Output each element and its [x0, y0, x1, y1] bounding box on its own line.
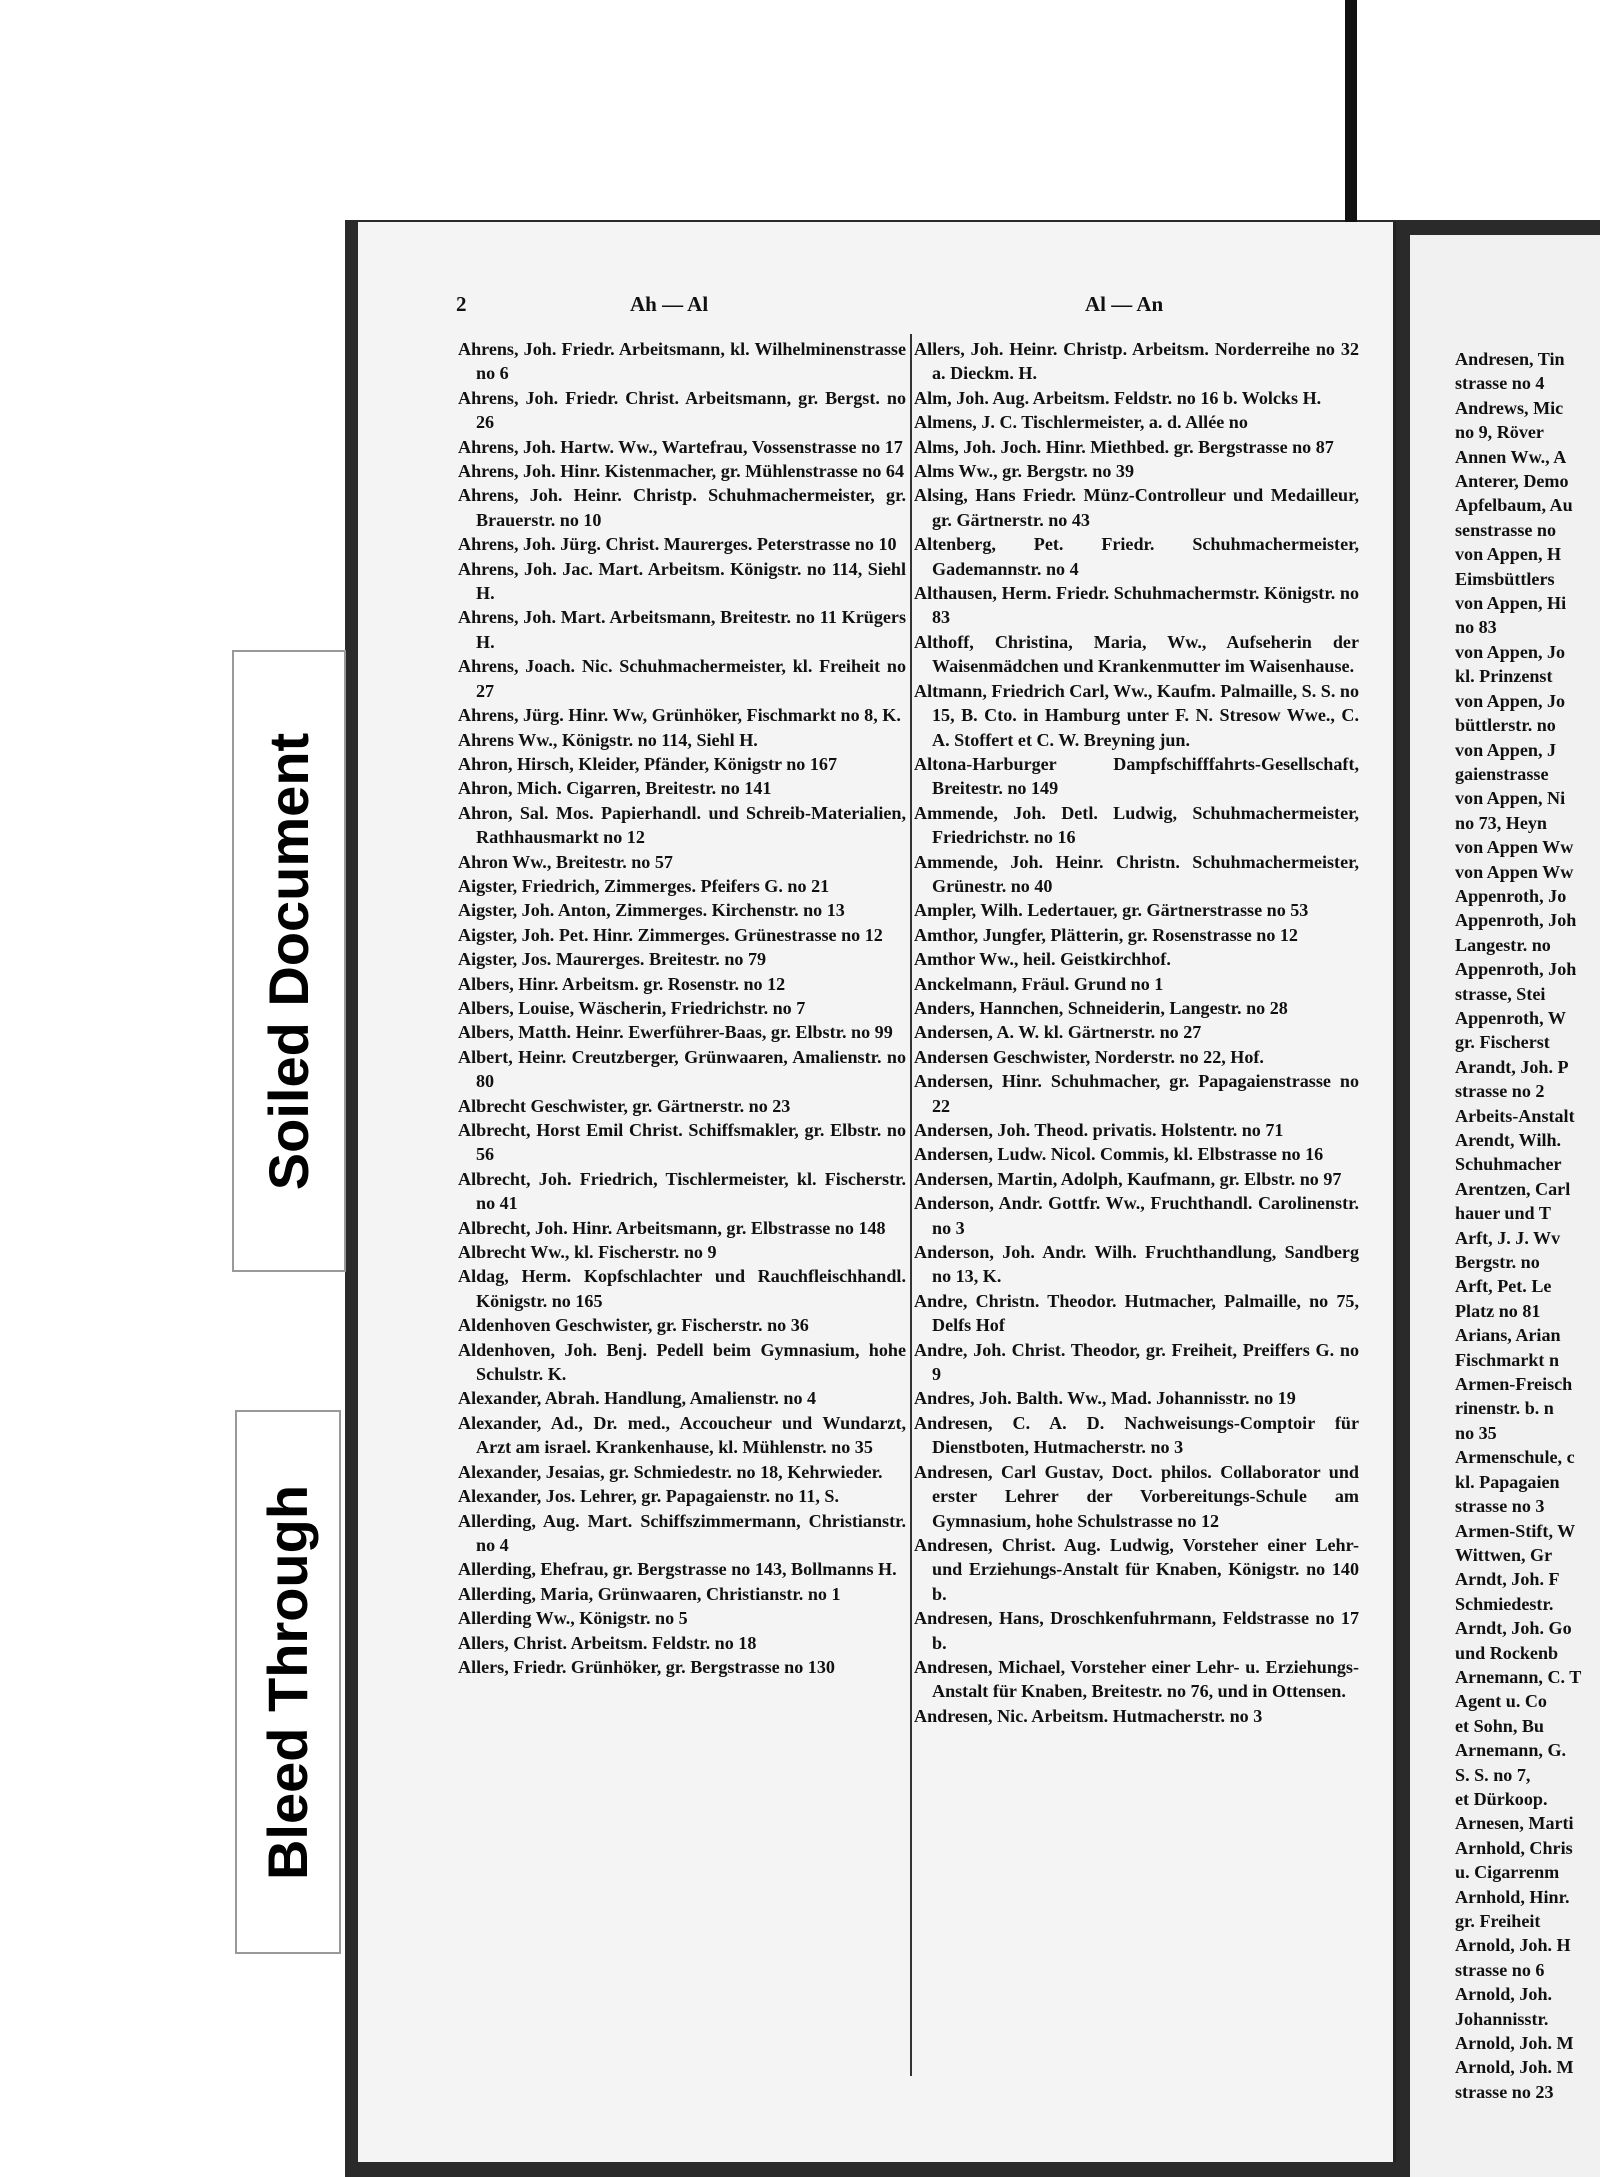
directory-entry: Anders, Hannchen, Schneiderin, Langestr. no 28	[914, 997, 1288, 1018]
directory-entry: von Appen, Ni	[1455, 788, 1566, 809]
directory-entry: Andresen, Hans, Droschkenfuhrmann, Feldstrasse no 17 b.	[914, 1608, 1359, 1653]
directory-entry: Altmann, Friedrich Carl, Ww., Kaufm. Palmaille, S. S. no 15, B. Cto. in Hamburg unter F. N. Stresow Wwe., C. A. Stoffert et C. W. Breyning jun.	[914, 680, 1359, 750]
left-entries-column	[458, 337, 906, 1679]
bleed-through-label: Bleed Through	[256, 1484, 320, 1880]
directory-entry: kl. Prinzenst	[1455, 666, 1553, 687]
directory-entry: Arft, Pet. Le	[1455, 1276, 1552, 1297]
directory-entry: kl. Papagaien	[1455, 1471, 1560, 1492]
directory-entry: Schmiedestr.	[1455, 1593, 1554, 1614]
directory-entry: Aigster, Joh. Pet. Hinr. Zimmerges. Grünestrasse no 12	[458, 924, 883, 945]
soiled-document-stamp	[232, 650, 346, 1272]
directory-entry: Albrecht Geschwister, gr. Gärtnerstr. no 23	[458, 1095, 791, 1116]
directory-entry: Arnhold, Hinr.	[1455, 1886, 1570, 1907]
directory-entry: Allers, Friedr. Grünhöker, gr. Bergstrasse no 130	[458, 1656, 835, 1677]
directory-entry: Arnold, Joh. M	[1455, 2033, 1574, 2054]
directory-entry: Arendt, Wilh.	[1455, 1130, 1562, 1150]
directory-entry: Andersen, A. W. kl. Gärtnerstr. no 27	[914, 1022, 1202, 1043]
directory-entry: Alexander, Jos. Lehrer, gr. Papagaienstr. no 11, S.	[458, 1486, 840, 1507]
directory-entry: Andersen, Joh. Theod. privatis. Holstentr. no 71	[914, 1120, 1284, 1140]
directory-entry: Annen Ww., A	[1455, 446, 1567, 467]
directory-entry: Arndt, Joh. Go	[1455, 1618, 1572, 1639]
directory-entry: Ahron, Sal. Mos. Papierhandl. und Schreib-Materialien, Rathhausmarkt no 12	[458, 802, 906, 848]
directory-entry: Armenschule, c	[1455, 1447, 1575, 1468]
directory-entry: Albers, Hinr. Arbeitsm. gr. Rosenstr. no 12	[458, 973, 786, 994]
directory-entry: Allerding, Aug. Mart. Schiffszimmermann, Christianstr. no 4	[458, 1510, 906, 1555]
directory-page	[358, 222, 1396, 2162]
directory-entry: Langestr. no	[1455, 934, 1551, 955]
directory-entry: no 73, Heyn	[1455, 812, 1547, 833]
directory-entry: Alexander, Ad., Dr. med., Accoucheur und Wundarzt, Arzt am israel. Krankenhause, kl. Mühlenstr. no 35	[458, 1412, 906, 1458]
directory-entry: Agent u. Co	[1455, 1691, 1547, 1712]
directory-entry: Albert, Heinr. Creutzberger, Grünwaaren, Amalienstr. no 80	[458, 1046, 906, 1092]
directory-entry: Arandt, Joh. P	[1455, 1056, 1569, 1077]
directory-entry: S. S. no 7,	[1455, 1764, 1531, 1785]
directory-entry: Aldenhoven, Joh. Benj. Pedell beim Gymnasium, hohe Schulstr. K.	[458, 1339, 906, 1385]
directory-entry: strasse no 2	[1455, 1081, 1545, 1102]
directory-entry: Aldenhoven Geschwister, gr. Fischerstr. no 36	[458, 1315, 809, 1336]
directory-entry: Albrecht, Joh. Friedrich, Tischlermeister, kl. Fischerstr. no 41	[458, 1168, 906, 1214]
directory-entry: Arbeits-Anstalt	[1455, 1105, 1575, 1126]
directory-entry: Ammende, Joh. Heinr. Christn. Schuhmachermeister, Grünestr. no 40	[914, 851, 1359, 896]
directory-entry: Allerding, Ehefrau, gr. Bergstrasse no 143, Bollmanns H.	[458, 1559, 897, 1580]
directory-entry: Ahrens, Joh. Friedr. Christ. Arbeitsmann, gr. Bergst. no 26	[458, 387, 906, 433]
directory-entry: Ahrens, Joh. Friedr. Arbeitsmann, kl. Wilhelminenstrasse no 6	[458, 339, 906, 384]
directory-entry: Arnhold, Chris	[1455, 1837, 1573, 1858]
directory-entry: Schuhmacher	[1455, 1154, 1562, 1175]
directory-entry: Appenroth, Jo	[1455, 885, 1567, 906]
directory-entry: Althoff, Christina, Maria, Ww., Aufseherin der Waisenmädchen und Krankenmutter im Waisenhause.	[914, 631, 1359, 677]
directory-entry: Ahrens, Joh. Jürg. Christ. Maurerges. Peterstrasse no 10	[458, 534, 897, 555]
directory-entry: Andresen, C. A. D. Nachweisungs-Comptoir für Dienstboten, Hutmacherstr. no 3	[914, 1412, 1359, 1458]
column-divider	[910, 334, 912, 2076]
page-header	[358, 292, 1393, 322]
directory-entry: Ahron Ww., Breitestr. no 57	[458, 851, 673, 872]
directory-entry: gaienstrasse	[1455, 763, 1549, 784]
directory-entry: Appenroth, Joh	[1455, 959, 1577, 980]
directory-entry: Altona-Harburger Dampfschifffahrts-Gesellschaft, Breitestr. no 149	[914, 753, 1359, 799]
scan-edge-strip	[1345, 0, 1357, 230]
directory-entry: Apfelbaum, Au	[1455, 495, 1573, 516]
directory-entry: Arft, J. J. Wv	[1455, 1227, 1561, 1248]
directory-entry: Appenroth, Joh	[1455, 910, 1577, 931]
directory-entry: strasse no 3	[1455, 1496, 1545, 1517]
directory-entry: Arnold, Joh.	[1455, 1984, 1553, 2005]
directory-entry: Alms, Joh. Joch. Hinr. Miethbed. gr. Bergstrasse no 87	[914, 436, 1334, 457]
directory-entry: Altenberg, Pet. Friedr. Schuhmachermeister, Gademannstr. no 4	[914, 534, 1359, 579]
middle-column-heading: Al — An	[1085, 292, 1164, 316]
directory-entry: Ahrens, Joach. Nic. Schuhmachermeister, kl. Freiheit no 27	[458, 656, 906, 701]
directory-entry: senstrasse no	[1455, 519, 1557, 540]
directory-entry: Andres, Joh. Balth. Ww., Mad. Johannisstr. no 19	[914, 1388, 1296, 1409]
directory-entry: gr. Fischerst	[1455, 1032, 1550, 1053]
directory-entry: Anckelmann, Fräul. Grund no 1	[914, 973, 1164, 994]
directory-entry: Eimsbüttlers	[1455, 568, 1555, 589]
directory-entry: Andresen, Carl Gustav, Doct. philos. Collaborator und erster Lehrer der Vorbereitungs-Schule am Gymnasium, hohe Schulstrasse no 12	[914, 1461, 1359, 1531]
directory-entry: Almens, J. C. Tischlermeister, a. d. Allée no	[914, 412, 1248, 433]
directory-entry: Alsing, Hans Friedr. Münz-Controlleur und Medailleur, gr. Gärtnerstr. no 43	[914, 485, 1359, 530]
directory-entry: Allerding, Maria, Grünwaaren, Christianstr. no 1	[458, 1583, 841, 1604]
directory-entry: strasse no 6	[1455, 1959, 1545, 1980]
directory-entry: Johannisstr.	[1455, 2008, 1549, 2029]
directory-entry: Andersen, Ludw. Nicol. Commis, kl. Elbstrasse no 16	[914, 1144, 1324, 1165]
directory-entry: von Appen, Jo	[1455, 690, 1566, 711]
directory-entry: büttlerstr. no	[1455, 715, 1556, 736]
directory-entry: Andrews, Mic	[1455, 397, 1564, 418]
directory-entry: no 9, Röver	[1455, 422, 1544, 443]
directory-entry: Wittwen, Gr	[1455, 1544, 1553, 1565]
directory-entry: Albrecht, Horst Emil Christ. Schiffsmakler, gr. Elbstr. no 56	[458, 1120, 906, 1165]
directory-entry: et Dürkoop.	[1455, 1788, 1548, 1809]
directory-entry: et Sohn, Bu	[1455, 1715, 1544, 1736]
adjacent-page-fragment	[1410, 235, 1600, 2177]
directory-entry: Appenroth, W	[1455, 1007, 1566, 1028]
directory-entry: Arndt, Joh. F	[1455, 1569, 1560, 1590]
directory-entry: Ahrens, Joh. Jac. Mart. Arbeitsm. Königstr. no 114, Siehl H.	[458, 558, 906, 604]
directory-entry: hauer und T	[1455, 1203, 1551, 1224]
directory-entry: Aldag, Herm. Kopfschlachter und Rauchfleischhandl. Königstr. no 165	[458, 1266, 906, 1311]
directory-entry: Armen-Stift, W	[1455, 1520, 1576, 1541]
directory-entry: strasse no 4	[1455, 373, 1545, 394]
directory-entry: Albers, Louise, Wäscherin, Friedrichstr. no 7	[458, 997, 806, 1018]
directory-entry: und Rockenb	[1455, 1642, 1559, 1663]
directory-entry: Amthor, Jungfer, Plätterin, gr. Rosenstrasse no 12	[914, 924, 1298, 945]
directory-entry: Alexander, Abrah. Handlung, Amalienstr. no 4	[458, 1388, 817, 1409]
directory-entry: Albrecht Ww., kl. Fischerstr. no 9	[458, 1242, 717, 1263]
directory-entry: Bergstr. no	[1455, 1252, 1540, 1273]
directory-entry: von Appen, Hi	[1455, 593, 1567, 614]
directory-entry: Aigster, Joh. Anton, Zimmerges. Kirchenstr. no 13	[458, 900, 845, 921]
directory-entry: rinenstr. b. n	[1455, 1398, 1554, 1419]
directory-entry: Platz no 81	[1455, 1300, 1541, 1321]
directory-entry: Arians, Arian	[1455, 1325, 1561, 1346]
directory-entry: von Appen Ww	[1455, 837, 1574, 858]
bleed-through-stamp	[235, 1410, 341, 1954]
directory-entry: Arentzen, Carl	[1455, 1178, 1571, 1199]
directory-entry: Ampler, Wilh. Ledertauer, gr. Gärtnerstrasse no 53	[914, 900, 1309, 921]
directory-entry: Aigster, Jos. Maurerges. Breitestr. no 79	[458, 949, 767, 970]
directory-entry: Ahrens Ww., Königstr. no 114, Siehl H.	[458, 729, 758, 750]
directory-entry: Anderson, Andr. Gottfr. Ww., Fruchthandl. Carolinenstr. no 3	[914, 1193, 1359, 1238]
directory-entry: Andersen, Martin, Adolph, Kaufmann, gr. Elbstr. no 97	[914, 1168, 1342, 1189]
directory-entry: Anterer, Demo	[1455, 471, 1569, 492]
directory-entry: Arnold, Joh. H	[1455, 1935, 1571, 1956]
directory-entry: Arnemann, G.	[1455, 1740, 1567, 1761]
directory-entry: no 35	[1455, 1422, 1497, 1443]
directory-entry: u. Cigarrenm	[1455, 1862, 1560, 1883]
directory-entry: Althausen, Herm. Friedr. Schuhmachermstr. Königstr. no 83	[914, 583, 1359, 628]
directory-entry: Andre, Joh. Christ. Theodor, gr. Freiheit, Preiffers G. no 9	[914, 1339, 1359, 1385]
directory-entry: Andresen, Christ. Aug. Ludwig, Vorsteher einer Lehr- und Erziehungs-Anstalt für Knaben, Königstr. no 140 b.	[914, 1534, 1359, 1604]
directory-entry: Alm, Joh. Aug. Arbeitsm. Feldstr. no 16 b. Wolcks H.	[914, 387, 1322, 408]
directory-entry: Arnold, Joh. M	[1455, 2057, 1574, 2078]
directory-entry: Albrecht, Joh. Hinr. Arbeitsmann, gr. Elbstrasse no 148	[458, 1217, 886, 1238]
directory-entry: Andresen, Nic. Arbeitsm. Hutmacherstr. no 3	[914, 1705, 1263, 1726]
middle-entries-column	[914, 337, 1359, 1728]
directory-entry: Arnesen, Marti	[1455, 1813, 1574, 1834]
directory-entry: Andersen Geschwister, Norderstr. no 22, Hof.	[914, 1046, 1264, 1067]
directory-entry: Alexander, Jesaias, gr. Schmiedestr. no 18, Kehrwieder.	[458, 1461, 883, 1482]
directory-entry: gr. Freiheit	[1455, 1911, 1541, 1931]
soiled-document-label: Soiled Document	[257, 732, 321, 1190]
right-fragment-column	[1455, 347, 1600, 2104]
directory-entry: Andre, Christn. Theodor. Hutmacher, Palmaille, no 75, Delfs Hof	[914, 1290, 1359, 1336]
directory-entry: Ahron, Hirsch, Kleider, Pfänder, Königstr no 167	[458, 753, 837, 774]
directory-entry: Andersen, Hinr. Schuhmacher, gr. Papagaienstrasse no 22	[914, 1071, 1359, 1116]
directory-entry: Allers, Joh. Heinr. Christp. Arbeitsm. Norderreihe no 32 a. Dieckm. H.	[914, 339, 1359, 384]
directory-entry: no 83	[1455, 617, 1497, 638]
directory-entry: Ahrens, Joh. Hartw. Ww., Wartefrau, Vossenstrasse no 17	[458, 436, 903, 457]
page-number: 2	[456, 292, 467, 316]
directory-entry: Amthor Ww., heil. Geistkirchhof.	[914, 949, 1171, 970]
directory-entry: Fischmarkt n	[1455, 1349, 1560, 1370]
directory-entry: Andresen, Tin	[1455, 349, 1565, 369]
directory-entry: von Appen, Jo	[1455, 641, 1566, 662]
directory-entry: Ahron, Mich. Cigarren, Breitestr. no 141	[458, 778, 772, 799]
left-column-heading: Ah — Al	[630, 292, 709, 316]
directory-entry: Anderson, Joh. Andr. Wilh. Fruchthandlung, Sandberg no 13, K.	[914, 1242, 1359, 1287]
directory-entry: Ahrens, Joh. Heinr. Christp. Schuhmachermeister, gr. Brauerstr. no 10	[458, 485, 906, 530]
directory-entry: von Appen Ww	[1455, 861, 1574, 882]
directory-entry: Allers, Christ. Arbeitsm. Feldstr. no 18	[458, 1632, 757, 1653]
directory-entry: Ahrens, Joh. Mart. Arbeitsmann, Breitestr. no 11 Krügers H.	[458, 607, 906, 652]
directory-entry: von Appen, J	[1455, 739, 1557, 760]
directory-entry: Allerding Ww., Königstr. no 5	[458, 1608, 688, 1629]
directory-entry: von Appen, H	[1455, 544, 1562, 565]
directory-entry: Alms Ww., gr. Bergstr. no 39	[914, 461, 1134, 482]
directory-entry: strasse no 23	[1455, 2081, 1554, 2102]
directory-entry: Aigster, Friedrich, Zimmerges. Pfeifers G. no 21	[458, 875, 830, 896]
directory-entry: Ahrens, Jürg. Hinr. Ww, Grünhöker, Fischmarkt no 8, K.	[458, 705, 901, 726]
directory-entry: Albers, Matth. Heinr. Ewerführer-Baas, gr. Elbstr. no 99	[458, 1022, 893, 1043]
directory-entry: Ahrens, Joh. Hinr. Kistenmacher, gr. Mühlenstrasse no 64	[458, 461, 905, 482]
directory-entry: Andresen, Michael, Vorsteher einer Lehr- u. Erziehungs-Anstalt für Knaben, Breitestr. no 76, und in Ottensen.	[914, 1656, 1359, 1702]
directory-entry: Armen-Freisch	[1455, 1374, 1573, 1395]
directory-entry: Ammende, Joh. Detl. Ludwig, Schuhmachermeister, Friedrichstr. no 16	[914, 802, 1359, 848]
directory-entry: strasse, Stei	[1455, 983, 1546, 1004]
directory-entry: Arnemann, C. T	[1455, 1666, 1582, 1687]
